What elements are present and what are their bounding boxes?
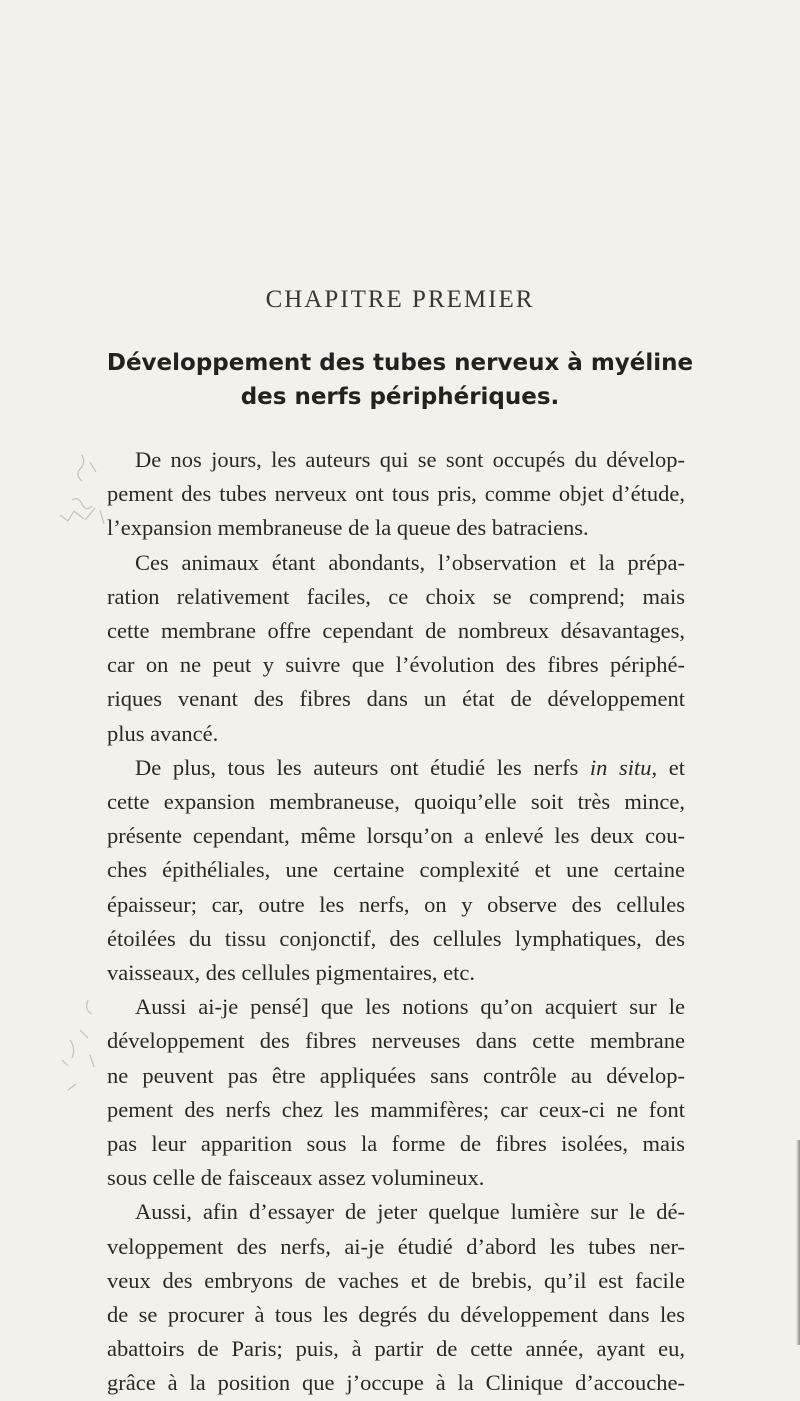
text-line: car on ne peut y suivre que l’évolution des fibres périphé- — [107, 652, 685, 678]
text-line: De plus, tous les auteurs ont étudié les nerfs in situ, et — [135, 754, 685, 780]
text-line: ches épithéliales, une certaine complexité et une certaine — [107, 857, 685, 883]
text-line: ration relativement faciles, ce choix se comprend; mais — [107, 583, 685, 609]
text-line: pement des tubes nerveux ont tous pris, comme objet d’étude, — [107, 481, 685, 507]
text-line: étoilées du tissu conjonctif, des cellules lymphatiques, des — [107, 925, 685, 951]
text-line: cette membrane offre cependant de nombreux désavantages, — [107, 618, 685, 644]
section-title-line-1: Développement des tubes nerveux à myéline — [106, 350, 694, 376]
page-edge-shadow — [796, 1140, 800, 1345]
text-line: riques venant des fibres dans un état de développement — [107, 686, 685, 712]
text-line: l’expansion membraneuse de la queue des batraciens. — [107, 515, 589, 541]
text-line: Ces animaux étant abondants, l’observation et la prépa- — [135, 549, 685, 575]
chapter-heading: CHAPITRE PREMIER — [265, 286, 535, 313]
text-line: sous celle de faisceaux assez volumineux. — [107, 1165, 485, 1191]
text-line: de se procurer à tous les degrés du développement dans les — [107, 1302, 685, 1328]
text-line: veux des embryons de vaches et de brebis, qu’il est facile — [107, 1267, 685, 1293]
text-line: Aussi, afin d’essayer de jeter quelque lumière sur le dé- — [135, 1199, 685, 1225]
text-line: pement des nerfs chez les mammifères; car ceux-ci ne font — [107, 1096, 685, 1122]
section-title-line-2: des nerfs périphériques. — [240, 384, 560, 410]
section-title — [0, 346, 800, 414]
text-line: plus avancé. — [107, 720, 219, 746]
text-line: présente cependant, même lorsqu’on a enlevé les deux cou- — [107, 823, 685, 849]
text-line: pas leur apparition sous la forme de fibres isolées, mais — [107, 1131, 685, 1157]
text-line: vaisseaux, des cellules pigmentaires, etc. — [107, 960, 475, 986]
text-line: Aussi ai-je pensé] que les notions qu’on acquiert sur le — [135, 994, 685, 1020]
text-line: abattoirs de Paris; puis, à partir de cette année, ayant eu, — [107, 1336, 685, 1362]
margin-pencil-marks — [0, 0, 120, 1345]
text-line: grâce à la position que j’occupe à la Clinique d’accouche- — [107, 1370, 685, 1396]
text-line: développement des fibres nerveuses dans cette membrane — [107, 1028, 685, 1054]
text-line: cette expansion membraneuse, quoiqu’elle soit très mince, — [107, 789, 685, 815]
text-line: veloppement des nerfs, ai-je étudié d’abord les tubes ner- — [107, 1233, 685, 1259]
text-line: ne peuvent pas être appliquées sans contrôle au dévelop- — [107, 1062, 685, 1088]
text-line: De nos jours, les auteurs qui se sont occupés du dévelop- — [135, 447, 685, 472]
text-line: épaisseur; car, outre les nerfs, on y observe des cellules — [107, 891, 685, 917]
body-text — [107, 443, 685, 1401]
